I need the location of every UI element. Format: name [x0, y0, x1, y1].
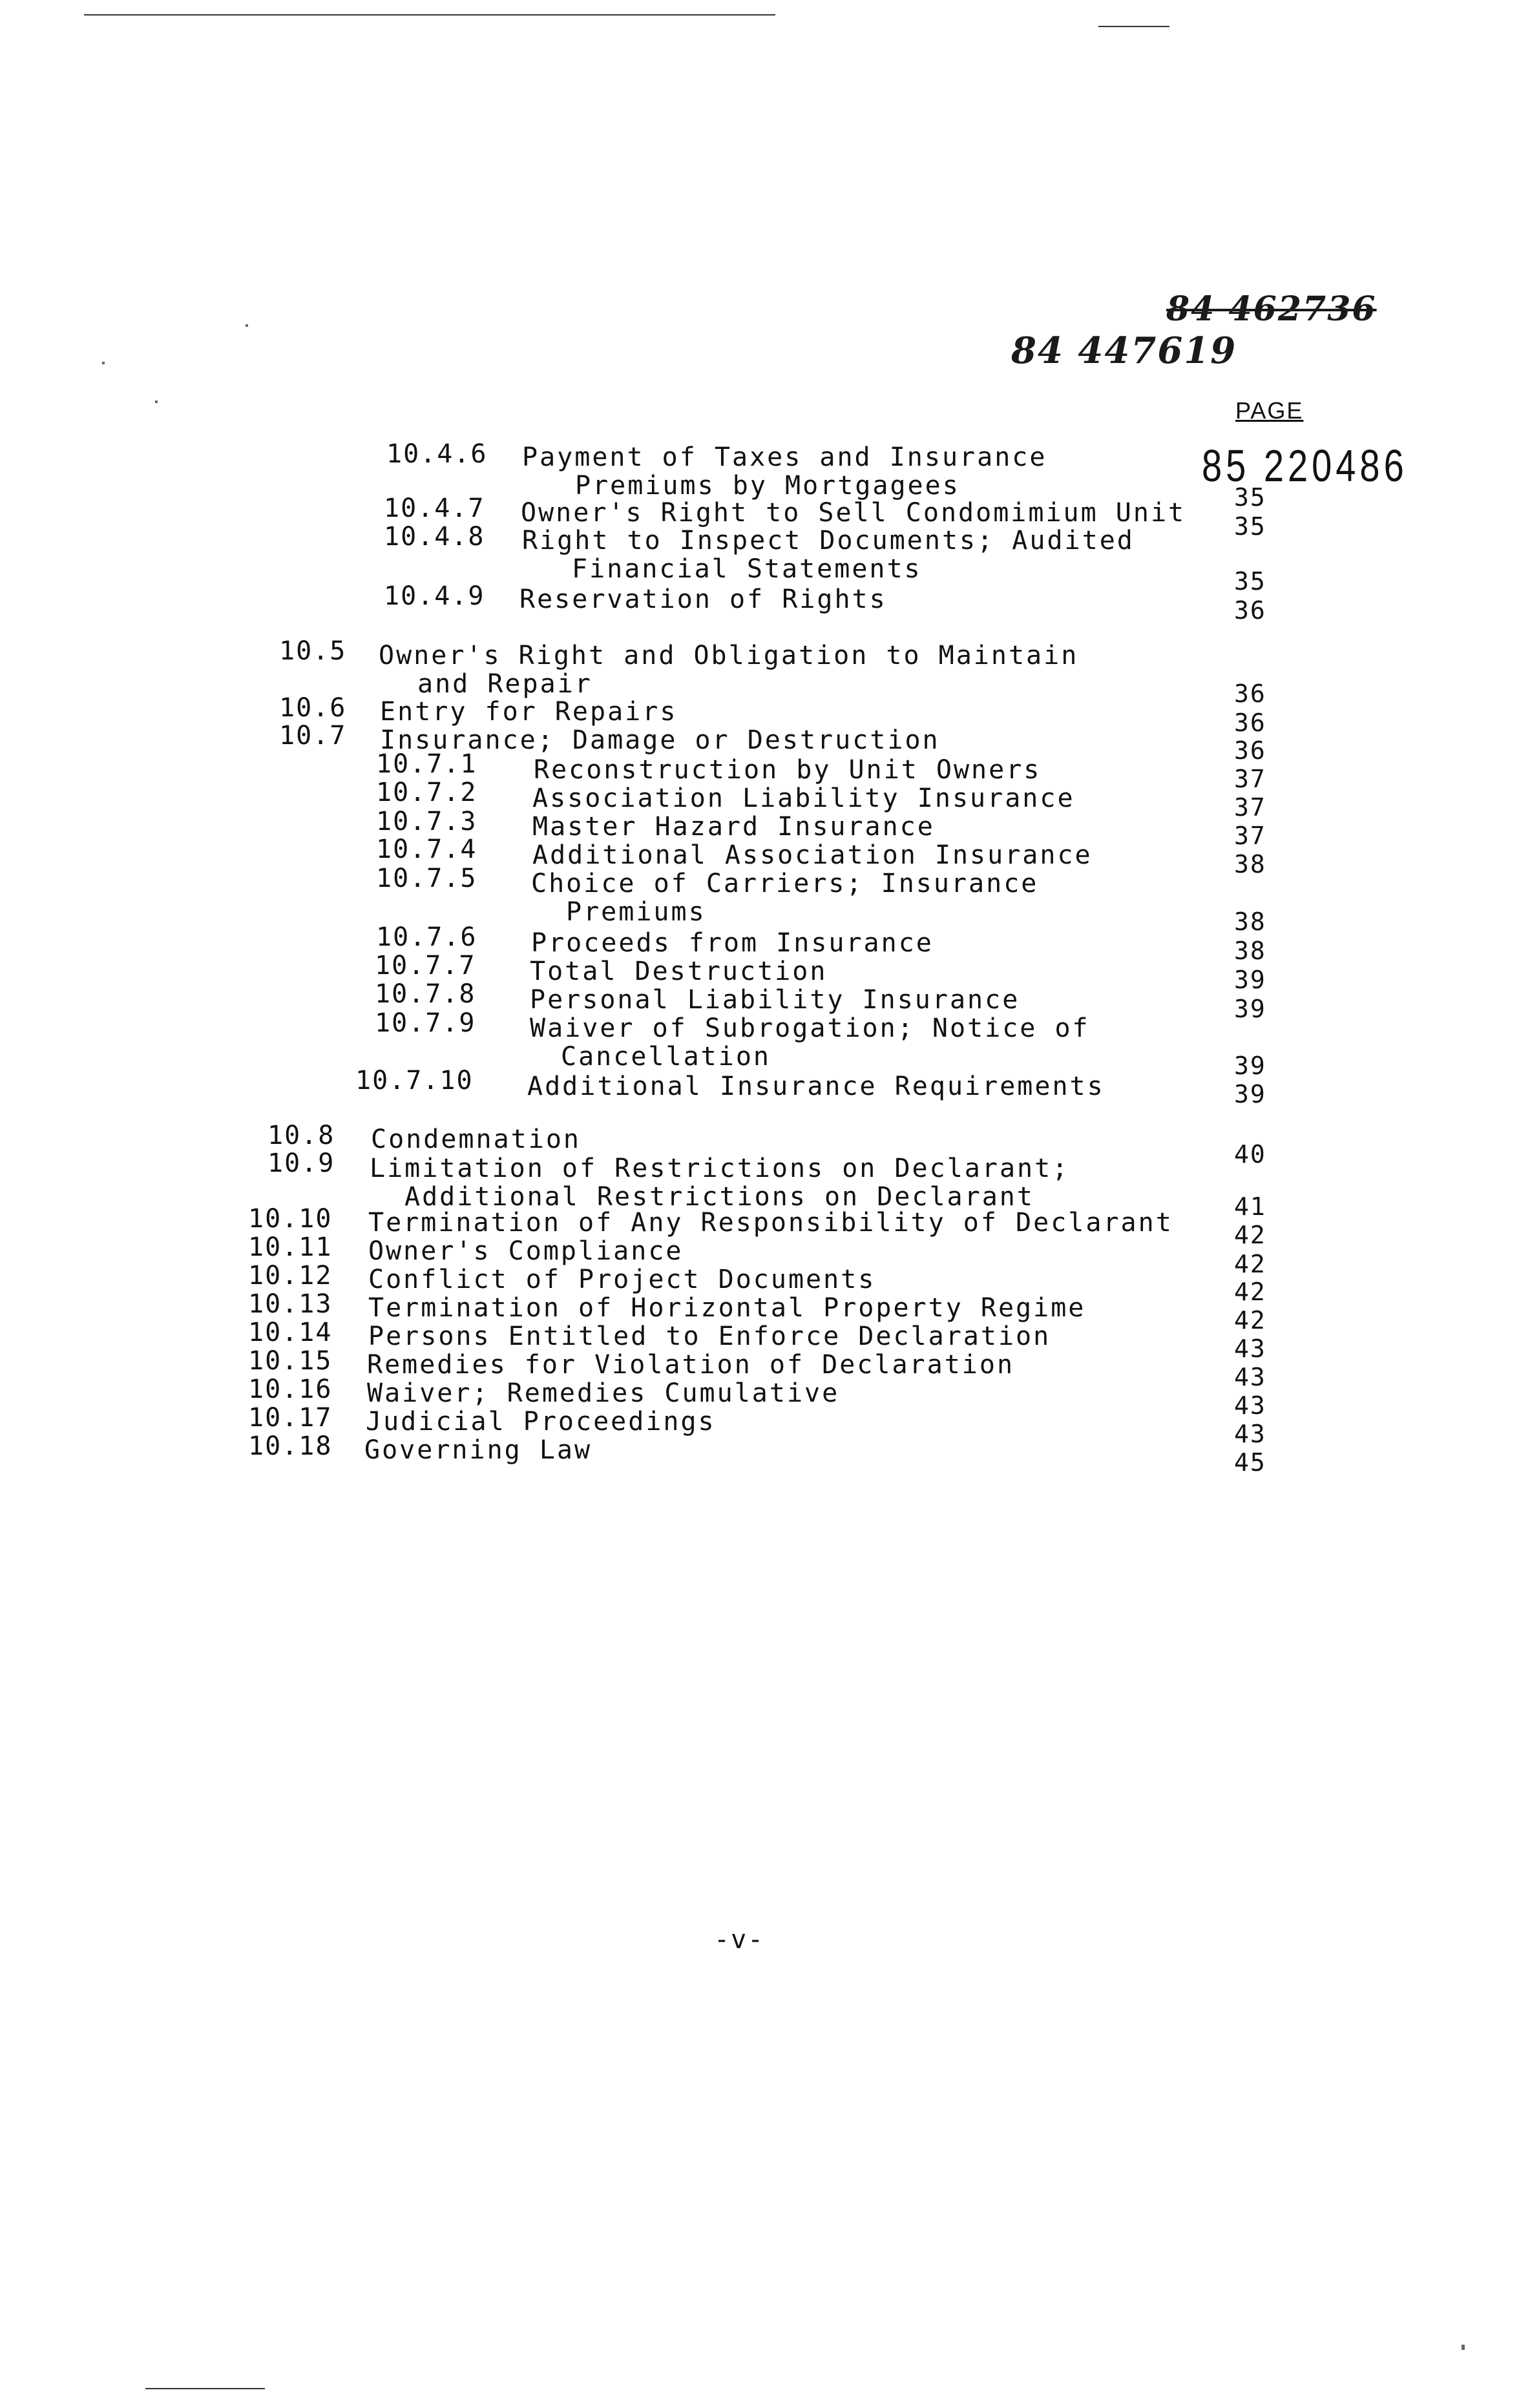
- section-title: Remedies for Violation of Declaration: [367, 1350, 1015, 1380]
- section-number: 10.7.7: [375, 951, 476, 981]
- section-title: Cancellation: [561, 1042, 771, 1072]
- scan-speck: [102, 362, 105, 364]
- page-number: 42: [1234, 1306, 1266, 1334]
- section-number: 10.6: [279, 693, 347, 723]
- page-number: 38: [1234, 850, 1266, 878]
- section-title: Reservation of Rights: [519, 585, 887, 614]
- section-title: Persons Entitled to Enforce Declaration: [368, 1322, 1051, 1351]
- section-number: 10.7.5: [376, 864, 477, 893]
- section-number: 10.7: [279, 721, 347, 751]
- section-number: 10.7.4: [376, 835, 477, 864]
- page-number: 42: [1234, 1278, 1266, 1306]
- section-number: 10.4.8: [384, 522, 485, 552]
- section-title: Entry for Repairs: [380, 697, 678, 727]
- section-title: Total Destruction: [530, 957, 828, 986]
- page-number: 37: [1234, 793, 1266, 822]
- section-number: 10.17: [248, 1403, 333, 1433]
- page-number: 43: [1234, 1420, 1266, 1448]
- bottom-rule: [145, 2388, 265, 2389]
- section-title: Waiver of Subrogation; Notice of: [530, 1013, 1090, 1043]
- section-title: Proceeds from Insurance: [531, 928, 934, 958]
- section-number: 10.4.7: [384, 493, 485, 523]
- stamp-top-number: 84 462736: [1166, 289, 1377, 329]
- page-number: 45: [1234, 1448, 1266, 1477]
- section-number: 10.5: [279, 636, 347, 666]
- page-number: 37: [1234, 822, 1266, 850]
- page-number: 36: [1234, 680, 1266, 708]
- section-title: Owner's Right to Sell Condomimium Unit: [521, 498, 1186, 528]
- section-number: 10.18: [248, 1431, 333, 1461]
- section-number: 10.4.6: [386, 439, 488, 469]
- page-column-label: PAGE: [1235, 397, 1304, 424]
- section-number: 10.7.10: [355, 1066, 474, 1095]
- section-number: 10.7.1: [376, 749, 477, 779]
- section-number: 10.7.8: [375, 979, 476, 1009]
- handwritten-number: 85 220486: [1202, 440, 1408, 491]
- page-number: 42: [1234, 1250, 1266, 1278]
- section-title: Association Liability Insurance: [532, 784, 1075, 813]
- page-number: 35: [1234, 483, 1266, 512]
- section-number: 10.8: [267, 1121, 335, 1150]
- page-number: 36: [1234, 736, 1266, 765]
- page-number: 37: [1234, 765, 1266, 793]
- section-number: 10.14: [248, 1318, 333, 1347]
- page-number: 43: [1234, 1334, 1266, 1363]
- top-rule-right: [1098, 26, 1169, 27]
- page-number: 40: [1234, 1140, 1266, 1168]
- section-number: 10.11: [248, 1232, 333, 1262]
- section-number: 10.10: [248, 1204, 333, 1234]
- stamp-main-number: 84 447619: [1011, 329, 1237, 372]
- section-number: 10.9: [267, 1148, 335, 1178]
- section-title: Master Hazard Insurance: [532, 812, 935, 842]
- page-number: 41: [1234, 1192, 1266, 1221]
- section-title: Premiums by Mortgagees: [575, 471, 960, 501]
- page-number: 38: [1234, 908, 1266, 936]
- scan-speck: [246, 324, 248, 327]
- footer-page-number: -v-: [714, 1925, 765, 1955]
- section-number: 10.12: [248, 1261, 333, 1291]
- section-title: Payment of Taxes and Insurance: [522, 442, 1047, 472]
- section-title: Waiver; Remedies Cumulative: [367, 1378, 840, 1408]
- page-number: 36: [1234, 596, 1266, 625]
- section-title: and Repair: [417, 669, 592, 699]
- section-title: Premiums: [566, 897, 706, 927]
- section-title: Limitation of Restrictions on Declarant;: [370, 1154, 1070, 1183]
- page-number: 36: [1234, 709, 1266, 737]
- section-title: Owner's Compliance: [368, 1236, 684, 1266]
- page-number: 43: [1234, 1391, 1266, 1420]
- section-title: Judicial Proceedings: [366, 1407, 716, 1437]
- section-title: Additional Insurance Requirements: [527, 1072, 1105, 1101]
- page-number: 43: [1234, 1363, 1266, 1391]
- section-title: Termination of Horizontal Property Regime: [368, 1293, 1086, 1323]
- section-title: Choice of Carriers; Insurance: [531, 869, 1039, 898]
- section-title: Conflict of Project Documents: [368, 1265, 876, 1294]
- section-title: Owner's Right and Obligation to Maintain: [379, 641, 1079, 670]
- section-title: Personal Liability Insurance: [530, 985, 1020, 1015]
- section-title: Financial Statements: [572, 554, 922, 584]
- section-number: 10.16: [248, 1375, 333, 1404]
- section-title: Additional Association Insurance: [532, 840, 1093, 870]
- top-rule: [84, 14, 775, 16]
- scan-speck: [1462, 2345, 1465, 2350]
- page-number: 35: [1234, 512, 1266, 541]
- section-title: Governing Law: [364, 1435, 592, 1465]
- scan-speck: [155, 400, 158, 403]
- page-number: 35: [1234, 567, 1266, 596]
- section-number: 10.7.3: [376, 807, 477, 836]
- section-number: 10.4.9: [384, 581, 485, 611]
- section-title: Additional Restrictions on Declarant: [404, 1182, 1034, 1212]
- page-number: 38: [1234, 937, 1266, 965]
- section-number: 10.15: [248, 1346, 333, 1376]
- section-number: 10.7.2: [376, 778, 477, 807]
- page-number: 39: [1234, 1052, 1266, 1080]
- page-number: 39: [1234, 1080, 1266, 1108]
- section-number: 10.7.9: [375, 1008, 476, 1038]
- section-number: 10.7.6: [376, 922, 477, 952]
- section-title: Insurance; Damage or Destruction: [380, 725, 940, 755]
- page-number: 39: [1234, 995, 1266, 1023]
- section-number: 10.13: [248, 1289, 333, 1319]
- section-title: Termination of Any Responsibility of Declarant: [368, 1208, 1173, 1238]
- page-number: 39: [1234, 966, 1266, 994]
- section-title: Right to Inspect Documents; Audited: [522, 526, 1135, 555]
- page-number: 42: [1234, 1221, 1266, 1249]
- section-title: Reconstruction by Unit Owners: [534, 755, 1042, 785]
- section-title: Condemnation: [371, 1125, 581, 1154]
